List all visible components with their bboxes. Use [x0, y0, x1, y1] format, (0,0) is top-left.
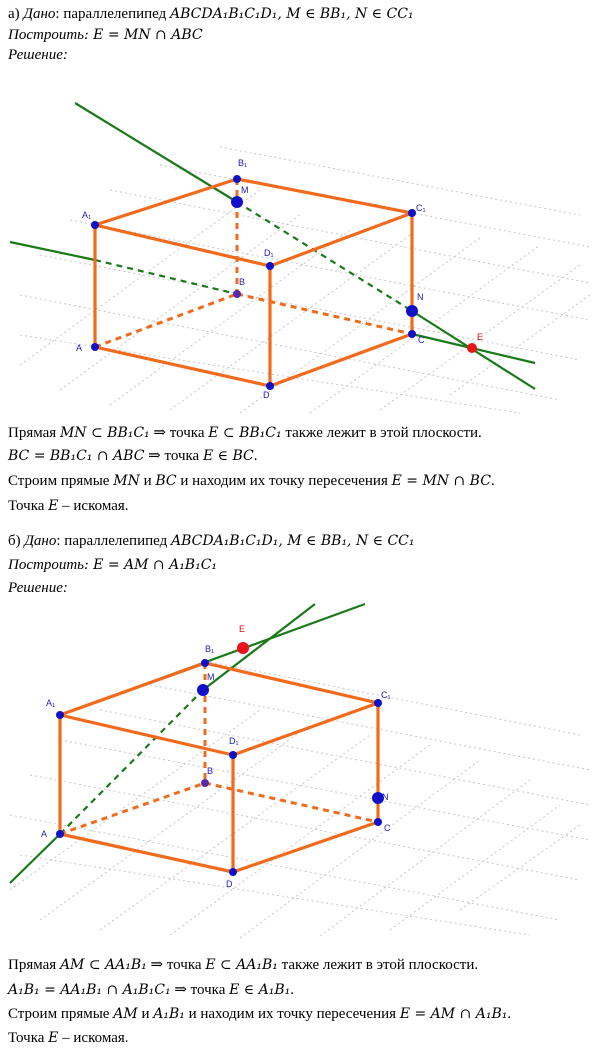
part-b-construct: Построить: E = AM ∩ A₁B₁C₁ — [8, 557, 218, 573]
label-a1: A₁ — [46, 698, 56, 708]
point-b — [233, 290, 241, 298]
label-c1: C₁ — [416, 203, 426, 213]
part-a-solution-line-1: Прямая MN ⊂ BB₁C₁ ⇒ точка E ⊂ BB₁C₁ также лежит в этой плоскости. — [8, 425, 482, 441]
visible-edges — [60, 663, 378, 872]
point-m — [231, 196, 243, 208]
part-a-solution-heading: Решение: — [8, 47, 68, 63]
line-am-solid-1 — [10, 834, 60, 883]
label-a: A — [41, 829, 48, 839]
part-b-given: б) Дано: параллелепипед ABCDA₁B₁C₁D₁, M ∈ BB₁, N ∈ CC₁ — [8, 533, 415, 549]
point-b1 — [233, 175, 241, 183]
label-d1: D₁ — [229, 736, 239, 746]
vertex-labels — [76, 158, 483, 400]
line-bc-dashed — [95, 260, 237, 294]
point-c — [374, 818, 382, 826]
given-word: Дано — [23, 6, 56, 22]
label-c1: C₁ — [381, 690, 391, 700]
label-m: M — [241, 185, 249, 195]
point-d — [229, 868, 237, 876]
point-c — [408, 330, 416, 338]
point-a1 — [91, 221, 99, 229]
part-a-construct: Построить: E = MN ∩ ABC — [8, 27, 203, 43]
label-a: A — [76, 343, 83, 353]
label-c: C — [384, 823, 391, 833]
line-bc-solid-1 — [10, 242, 95, 260]
label-b: B — [239, 277, 246, 287]
visible-edges — [95, 179, 412, 386]
label-e: E — [477, 332, 484, 342]
point-b — [201, 779, 209, 787]
point-e — [237, 642, 249, 654]
label-b1: B₁ — [205, 644, 215, 654]
part-b-solution-line-1: Прямая AM ⊂ AA₁B₁ ⇒ точка E ⊂ AA₁B₁ также лежит в этой плоскости. — [8, 957, 479, 973]
part-b-solution-line-3: Строим прямые AM и A₁B₁ и находим их точку пересечения E = AM ∩ A₁B₁. — [8, 1006, 512, 1022]
label-c: C — [418, 335, 425, 345]
part-b-solution-line-4: Точка E – искомая. — [8, 1030, 129, 1046]
label-e: E — [239, 624, 246, 634]
lines-green — [10, 103, 535, 389]
point-e — [467, 343, 477, 353]
part-a-solution-line-2: BC = BB₁C₁ ∩ ABC ⇒ точка E ∈ BC. — [8, 448, 258, 464]
label-b1: B₁ — [238, 158, 248, 168]
point-m — [197, 684, 209, 696]
part-b-solution-line-2: A₁B₁ = AA₁B₁ ∩ A₁B₁C₁ ⇒ точка E ∈ A₁B₁. — [8, 982, 294, 998]
point-a — [56, 830, 64, 838]
label-n: N — [417, 292, 424, 302]
point-n — [406, 305, 418, 317]
part-a-solution-line-4: Точка E – искомая. — [8, 498, 129, 514]
vertex-labels — [41, 624, 391, 889]
part-a-given: а) Дано: параллелепипед ABCDA₁B₁C₁D₁, M ∈ BB₁, N ∈ CC₁ — [8, 6, 414, 22]
part-a-solution-line-3: Строим прямые MN и BC и находим их точку пересечения E = MN ∩ BC. — [8, 473, 495, 489]
point-d1 — [229, 751, 237, 759]
label-a1: A₁ — [82, 210, 92, 220]
label-d: D — [263, 390, 270, 400]
label-m: M — [207, 672, 215, 682]
label-d1: D₁ — [264, 248, 274, 258]
label-n: N — [382, 792, 389, 802]
point-a — [91, 343, 99, 351]
part-b-solution-heading: Решение: — [8, 580, 68, 596]
point-a1 — [56, 711, 64, 719]
label-b: B — [207, 766, 214, 776]
hidden-edges — [60, 663, 378, 834]
point-b1 — [201, 659, 209, 667]
line-am-dashed — [60, 690, 203, 834]
point-c1 — [408, 209, 416, 217]
point-d1 — [266, 262, 274, 270]
point-d — [266, 382, 274, 390]
label-d: D — [226, 879, 233, 889]
part-a-figure — [0, 95, 600, 420]
part-b-figure — [0, 600, 600, 945]
point-c1 — [374, 699, 382, 707]
